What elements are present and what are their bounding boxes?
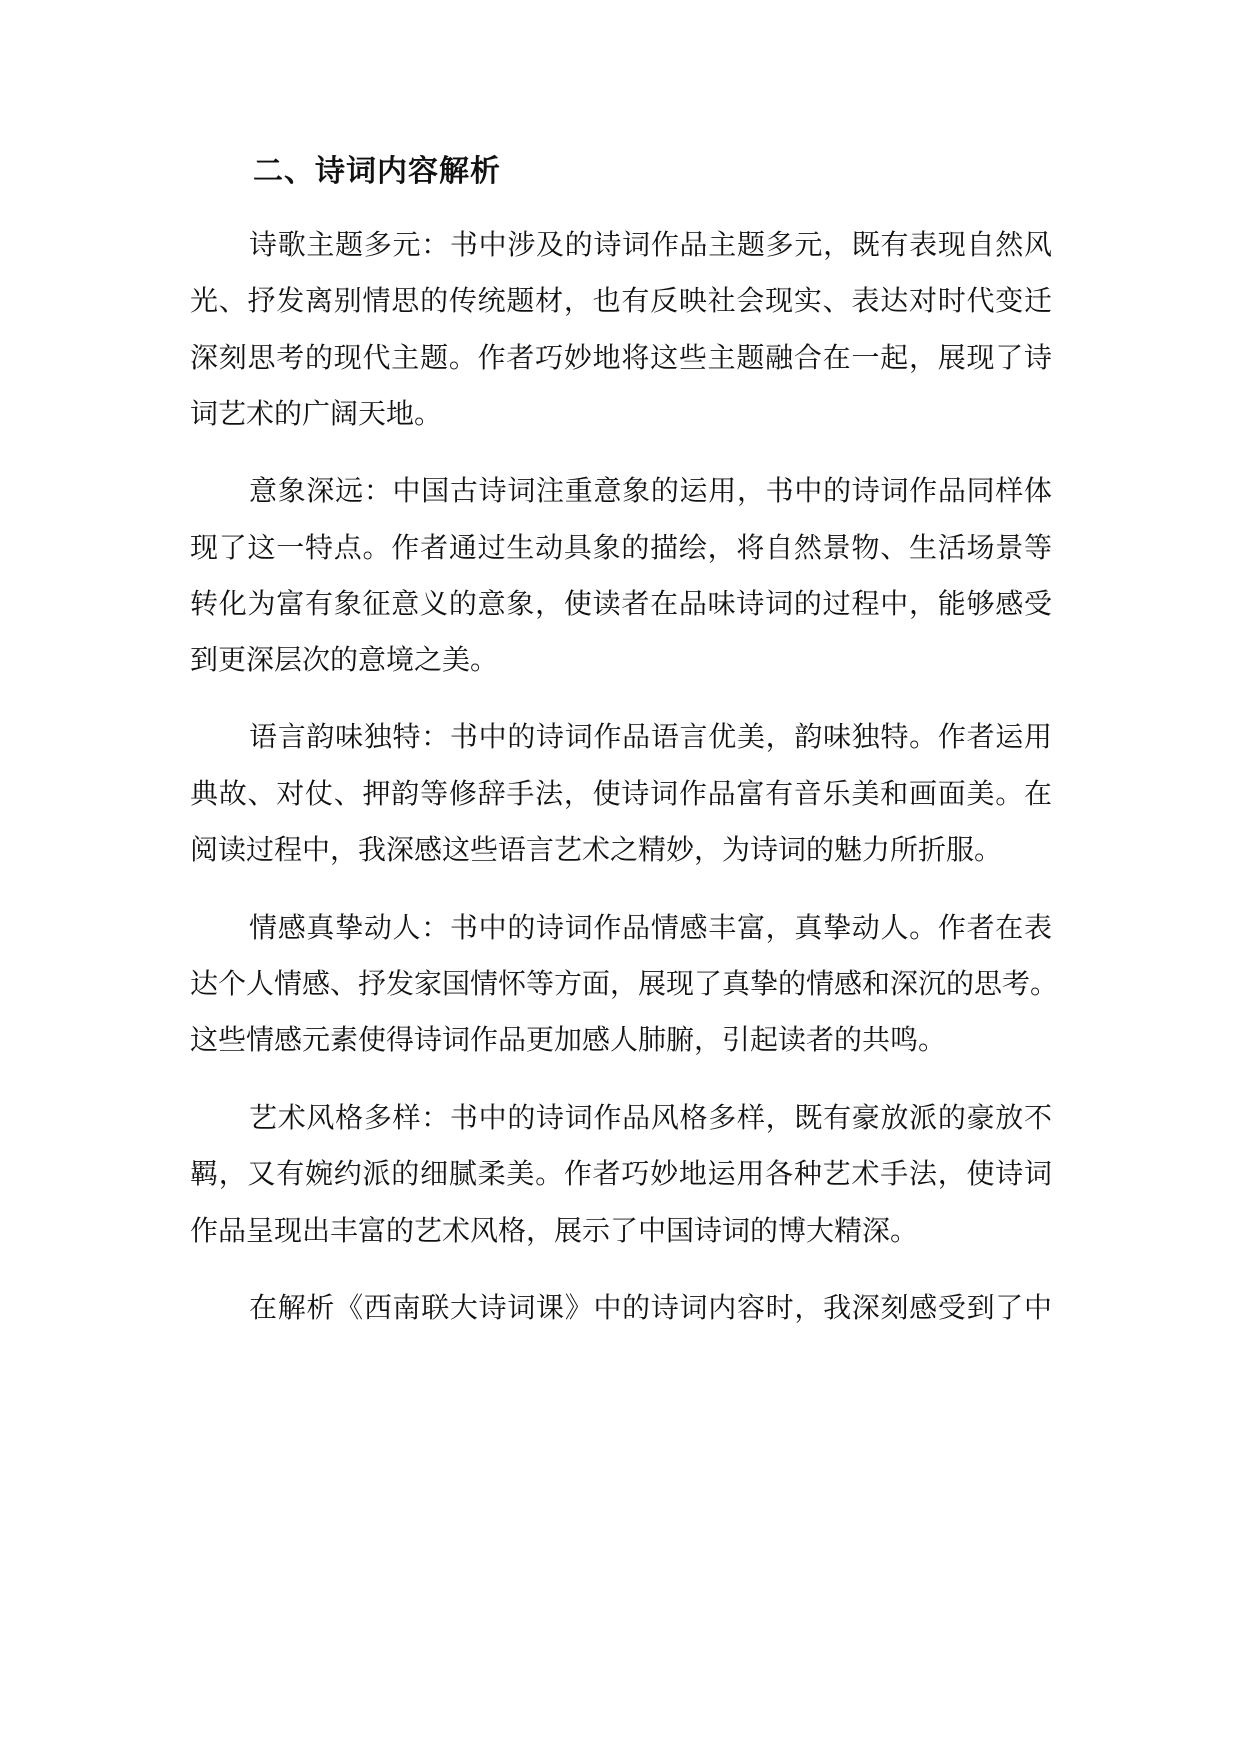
paragraph-emotion-line-3: 这些情感元素使得诗词作品更加感人肺腑，引起读者的共鸣。	[190, 1023, 947, 1056]
paragraph-theme-line-1: 诗歌主题多元：书中涉及的诗词作品主题多元，既有表现自然风	[249, 228, 1052, 261]
paragraph-imagery-line-2: 现了这一特点。作者通过生动具象的描绘，将自然景物、生活场景等	[190, 531, 1052, 564]
paragraph-imagery-line-4: 到更深层次的意境之美。	[190, 643, 499, 676]
paragraph-theme-line-2: 光、抒发离别情思的传统题材，也有反映社会现实、表达对时代变迁	[190, 284, 1052, 317]
paragraph-emotion-line-2: 达个人情感、抒发家国情怀等方面，展现了真挚的情感和深沉的思考。	[190, 967, 1059, 1000]
paragraph-theme-line-3: 深刻思考的现代主题。作者巧妙地将这些主题融合在一起，展现了诗	[190, 341, 1052, 374]
paragraph-style-line-2: 羁，又有婉约派的细腻柔美。作者巧妙地运用各种艺术手法，使诗词	[190, 1157, 1052, 1190]
paragraph-imagery-line-1: 意象深远：中国古诗词注重意象的运用，书中的诗词作品同样体	[249, 474, 1052, 507]
paragraph-theme-line-4: 词艺术的广阔天地。	[190, 397, 443, 430]
paragraph-language-line-3: 阅读过程中，我深感这些语言艺术之精妙，为诗词的魅力所折服。	[190, 833, 1003, 866]
paragraph-language-line-2: 典故、对仗、押韵等修辞手法，使诗词作品富有音乐美和画面美。在	[190, 777, 1052, 810]
paragraph-imagery-line-3: 转化为富有象征意义的意象，使读者在品味诗词的过程中，能够感受	[190, 587, 1052, 620]
paragraph-style-line-1: 艺术风格多样：书中的诗词作品风格多样，既有豪放派的豪放不	[249, 1101, 1052, 1134]
paragraph-language-line-1: 语言韵味独特：书中的诗词作品语言优美，韵味独特。作者运用	[249, 720, 1052, 753]
paragraph-style-line-3: 作品呈现出丰富的艺术风格，展示了中国诗词的博大精深。	[190, 1214, 919, 1247]
section-heading: 二、诗词内容解析	[253, 154, 501, 189]
paragraph-emotion-line-1: 情感真挚动人：书中的诗词作品情感丰富，真挚动人。作者在表	[249, 911, 1052, 944]
paragraph-conclusion-line-1: 在解析《西南联大诗词课》中的诗词内容时，我深刻感受到了中	[249, 1291, 1052, 1324]
